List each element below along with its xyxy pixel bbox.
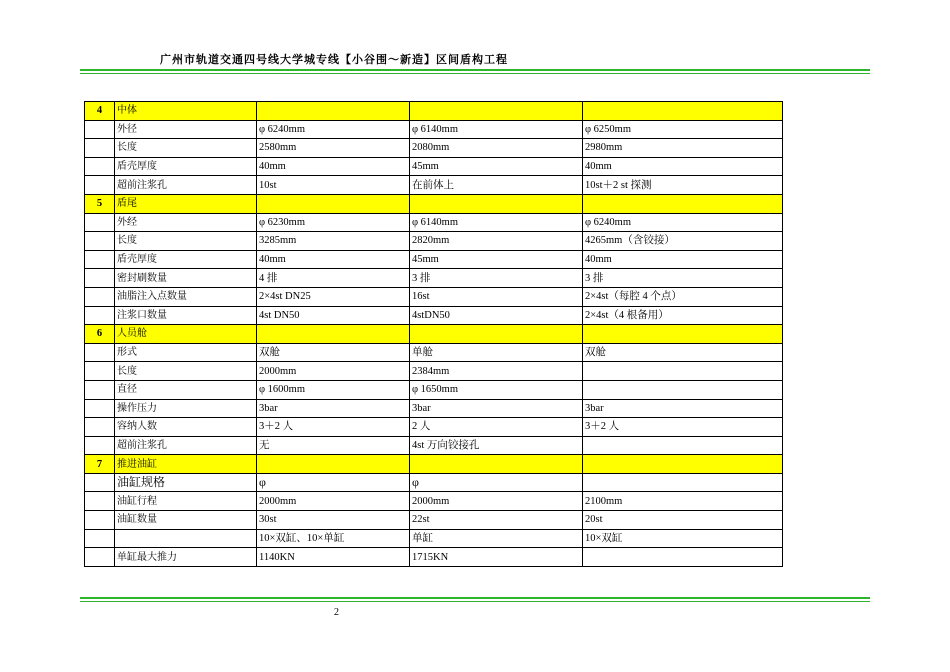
value-cell-3: 40mm [583, 250, 783, 269]
value-cell-3: φ 6250mm [583, 120, 783, 139]
index-cell [85, 399, 115, 418]
parameter-label: 超前注浆孔 [115, 176, 257, 195]
value-cell-2: 3 排 [410, 269, 583, 288]
table-row [85, 418, 783, 437]
section-empty-cell [583, 102, 783, 121]
table-row [85, 269, 783, 288]
index-cell [85, 418, 115, 437]
table-row [85, 362, 783, 381]
value-cell-2: 2820mm [410, 232, 583, 251]
index-cell [85, 548, 115, 567]
value-cell-3 [583, 548, 783, 567]
value-cell-1: 2×4st DN25 [257, 287, 410, 306]
value-cell-3: 2980mm [583, 139, 783, 158]
value-cell-1: 40mm [257, 250, 410, 269]
value-cell-1: φ 1600mm [257, 380, 410, 399]
value-cell-3 [583, 436, 783, 455]
table-row [85, 306, 783, 325]
section-number: 6 [85, 325, 115, 344]
value-cell-3: 2100mm [583, 492, 783, 511]
section-number: 5 [85, 194, 115, 213]
section-empty-cell [410, 455, 583, 474]
value-cell-3: 3 排 [583, 269, 783, 288]
index-cell [85, 232, 115, 251]
table-row [85, 436, 783, 455]
value-cell-2: φ 1650mm [410, 380, 583, 399]
value-cell-3: φ 6240mm [583, 213, 783, 232]
parameter-label: 注浆口数量 [115, 306, 257, 325]
value-cell-2: 45mm [410, 157, 583, 176]
parameter-label: 容纳人数 [115, 418, 257, 437]
header-rule-top [80, 69, 870, 71]
value-cell-3 [583, 380, 783, 399]
table-row [85, 548, 783, 567]
value-cell-1: 30st [257, 511, 410, 530]
index-cell [85, 269, 115, 288]
value-cell-1: 2580mm [257, 139, 410, 158]
parameter-label: 盾壳厚度 [115, 157, 257, 176]
value-cell-3 [583, 362, 783, 381]
section-name: 推进油缸 [115, 455, 257, 474]
table-row [85, 139, 783, 158]
parameter-label: 外经 [115, 213, 257, 232]
value-cell-3: 4265mm（含铰接） [583, 232, 783, 251]
value-cell-1: 4st DN50 [257, 306, 410, 325]
section-number: 7 [85, 455, 115, 474]
table-row [85, 399, 783, 418]
section-name: 盾尾 [115, 194, 257, 213]
section-empty-cell [257, 102, 410, 121]
section-header-row [85, 102, 783, 121]
value-cell-1: 10st [257, 176, 410, 195]
page-number: 2 [334, 607, 339, 618]
footer-rule-top [80, 597, 870, 599]
index-cell [85, 176, 115, 195]
section-empty-cell [257, 455, 410, 474]
index-cell [85, 157, 115, 176]
value-cell-2: 2080mm [410, 139, 583, 158]
parameter-label: 外径 [115, 120, 257, 139]
parameter-label: 盾壳厚度 [115, 250, 257, 269]
table-row [85, 250, 783, 269]
index-cell [85, 362, 115, 381]
table-row [85, 492, 783, 511]
parameter-label: 超前注浆孔 [115, 436, 257, 455]
value-cell-1: 2000mm [257, 492, 410, 511]
table-row [85, 232, 783, 251]
value-cell-1: 4 排 [257, 269, 410, 288]
section-empty-cell [257, 325, 410, 344]
parameter-label: 操作压力 [115, 399, 257, 418]
index-cell [85, 120, 115, 139]
index-cell [85, 380, 115, 399]
value-cell-1: 3285mm [257, 232, 410, 251]
value-cell-2: 2000mm [410, 492, 583, 511]
index-cell [85, 343, 115, 362]
index-cell [85, 529, 115, 548]
value-cell-3 [583, 473, 783, 492]
parameter-label: 长度 [115, 139, 257, 158]
value-cell-2: 3bar [410, 399, 583, 418]
section-header-row [85, 325, 783, 344]
section-header-row [85, 194, 783, 213]
parameter-label: 油缸规格 [115, 473, 257, 492]
table-row [85, 120, 783, 139]
value-cell-3: 20st [583, 511, 783, 530]
section-number: 4 [85, 102, 115, 121]
value-cell-2: 4st 万向铰接孔 [410, 436, 583, 455]
value-cell-3: 10×双缸 [583, 529, 783, 548]
table-row [85, 380, 783, 399]
parameter-label: 密封刷数量 [115, 269, 257, 288]
shield-spec-table [84, 101, 783, 567]
value-cell-2: 2 人 [410, 418, 583, 437]
value-cell-2: 单缸 [410, 529, 583, 548]
value-cell-2: φ [410, 473, 583, 492]
value-cell-3: 2×4st（每腔 4 个点） [583, 287, 783, 306]
value-cell-3: 40mm [583, 157, 783, 176]
value-cell-3: 3＋2 人 [583, 418, 783, 437]
value-cell-1: 2000mm [257, 362, 410, 381]
index-cell [85, 492, 115, 511]
section-header-row [85, 455, 783, 474]
section-name: 人员舱 [115, 325, 257, 344]
table-row [85, 511, 783, 530]
index-cell [85, 250, 115, 269]
table-row [85, 529, 783, 548]
value-cell-2: 1715KN [410, 548, 583, 567]
index-cell [85, 213, 115, 232]
section-empty-cell [257, 194, 410, 213]
section-name: 中体 [115, 102, 257, 121]
index-cell [85, 473, 115, 492]
table-row [85, 287, 783, 306]
value-cell-3: 2×4st（4 根备用） [583, 306, 783, 325]
parameter-label: 直径 [115, 380, 257, 399]
parameter-label [115, 529, 257, 548]
index-cell [85, 139, 115, 158]
section-empty-cell [410, 102, 583, 121]
table-row [85, 157, 783, 176]
index-cell [85, 287, 115, 306]
section-empty-cell [583, 325, 783, 344]
value-cell-1: φ [257, 473, 410, 492]
value-cell-2: 单舱 [410, 343, 583, 362]
section-empty-cell [410, 325, 583, 344]
value-cell-3: 3bar [583, 399, 783, 418]
value-cell-2: 2384mm [410, 362, 583, 381]
value-cell-2: 16st [410, 287, 583, 306]
value-cell-2: 4stDN50 [410, 306, 583, 325]
value-cell-1: 1140KN [257, 548, 410, 567]
value-cell-3: 10st＋2 st 探测 [583, 176, 783, 195]
section-empty-cell [583, 194, 783, 213]
value-cell-2: 22st [410, 511, 583, 530]
table-row [85, 213, 783, 232]
value-cell-2: φ 6140mm [410, 213, 583, 232]
parameter-label: 油缸数量 [115, 511, 257, 530]
value-cell-2: 在前体上 [410, 176, 583, 195]
parameter-label: 长度 [115, 362, 257, 381]
table-row [85, 473, 783, 492]
parameter-label: 油缸行程 [115, 492, 257, 511]
parameter-label: 形式 [115, 343, 257, 362]
index-cell [85, 306, 115, 325]
index-cell [85, 436, 115, 455]
value-cell-1: 10×双缸、10×单缸 [257, 529, 410, 548]
footer-rule-bottom [80, 601, 870, 602]
value-cell-2: 45mm [410, 250, 583, 269]
value-cell-1: 无 [257, 436, 410, 455]
index-cell [85, 511, 115, 530]
value-cell-1: 双舱 [257, 343, 410, 362]
section-empty-cell [583, 455, 783, 474]
value-cell-1: 3＋2 人 [257, 418, 410, 437]
parameter-label: 单缸最大推力 [115, 548, 257, 567]
value-cell-2: φ 6140mm [410, 120, 583, 139]
table-row [85, 343, 783, 362]
section-empty-cell [410, 194, 583, 213]
value-cell-1: 3bar [257, 399, 410, 418]
document-header-title: 广州市轨道交通四号线大学城专线【小谷围～新造】区间盾构工程 [160, 53, 508, 66]
table-row [85, 176, 783, 195]
value-cell-1: φ 6240mm [257, 120, 410, 139]
value-cell-1: 40mm [257, 157, 410, 176]
header-rule-bottom [80, 73, 870, 74]
value-cell-3: 双舱 [583, 343, 783, 362]
parameter-label: 油脂注入点数量 [115, 287, 257, 306]
spec-table-body [85, 102, 783, 567]
parameter-label: 长度 [115, 232, 257, 251]
value-cell-1: φ 6230mm [257, 213, 410, 232]
